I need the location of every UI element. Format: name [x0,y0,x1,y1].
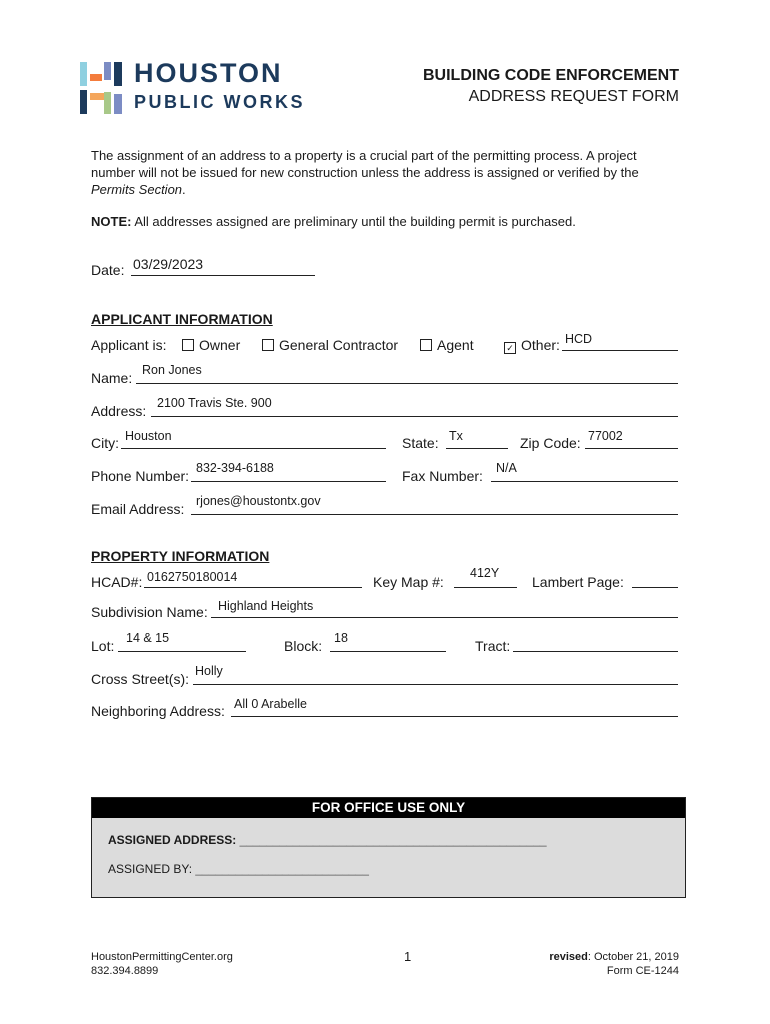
property-heading: PROPERTY INFORMATION [91,548,270,564]
lot-field[interactable]: 14 & 15 [126,631,170,645]
other-checkbox[interactable]: ✓ [504,342,516,354]
brand-line-2: PUBLIC WORKS [134,92,305,112]
intro-end: . [182,182,186,197]
intro-text: The assignment of an address to a property is a crucial part of the permitting process. A project number will not be issued for new construction unless the address is assigned or verified by the [91,148,639,180]
neighbor-line [231,716,678,717]
address-label: Address: [91,403,147,419]
form-subtitle: ADDRESS REQUEST FORM [468,88,679,105]
lot-line [118,651,246,652]
logo-bar-6 [90,93,104,100]
assigned-address-field[interactable]: ______________________________________________ [239,833,547,847]
owner-checkbox[interactable] [182,339,194,351]
assigned-address-row [108,833,547,847]
revised-line [549,950,679,964]
name-line [136,383,678,384]
option-contractor[interactable] [262,337,398,353]
note-paragraph [91,213,681,230]
logo-bar-7 [104,92,111,114]
office-use-box [91,797,686,898]
other-label: Other: [521,337,560,353]
form-number: Form CE-1244 [606,965,679,977]
keymap-label: Key Map #: [373,574,444,590]
subdivision-field[interactable]: Highland Heights [218,599,314,613]
footer-site: HoustonPermittingCenter.org [91,951,233,963]
phone-line [191,481,386,482]
phone-field[interactable]: 832-394-6188 [196,461,274,475]
agent-label: Agent [437,337,474,353]
option-agent[interactable] [420,337,474,353]
date-field[interactable]: 03/29/2023 [133,256,204,272]
other-line [562,350,678,351]
address-line [151,416,678,417]
logo-bar-2 [90,74,102,81]
logo-bar-5 [80,90,87,114]
city-field[interactable]: Houston [125,429,172,443]
logo-bar-3 [104,62,111,80]
city-label: City: [91,435,119,451]
footer-phone: 832.394.8899 [91,965,159,977]
applicant-heading: APPLICANT INFORMATION [91,311,273,327]
phone-label: Phone Number: [91,468,190,484]
hcad-field[interactable]: 0162750180014 [147,570,238,584]
neighbor-label: Neighboring Address: [91,703,225,719]
brand-line-1: HOUSTON [134,58,283,88]
other-field[interactable]: HCD [565,332,593,346]
assigned-by-field[interactable]: __________________________ [195,862,369,876]
cross-label: Cross Street(s): [91,671,190,687]
keymap-line [454,587,517,588]
email-field[interactable]: rjones@houstontx.gov [196,494,321,508]
houston-logo-icon [80,62,124,114]
office-heading: FOR OFFICE USE ONLY [92,798,685,818]
date-line [131,275,315,276]
assigned-address-label: ASSIGNED ADDRESS: [108,833,237,847]
revised-label: revised [549,951,588,963]
intro-italic: Permits Section [91,182,183,197]
subdivision-label: Subdivision Name: [91,604,208,620]
owner-label: Owner [199,337,241,353]
zip-line [585,448,678,449]
fax-label: Fax Number: [402,468,483,484]
name-field[interactable]: Ron Jones [142,363,202,377]
hcad-label: HCAD#: [91,574,143,590]
lot-label: Lot: [91,638,115,654]
agent-checkbox[interactable] [420,339,432,351]
fax-field[interactable]: N/A [496,461,517,475]
note-label: NOTE: [91,214,132,229]
state-label: State: [402,435,439,451]
option-owner[interactable] [182,337,240,353]
block-field[interactable]: 18 [334,631,348,645]
email-line [191,514,678,515]
footer-left [91,950,233,978]
date-label: Date: [91,262,125,278]
name-label: Name: [91,370,133,386]
lambert-label: Lambert Page: [532,574,624,590]
zip-field[interactable]: 77002 [588,429,623,443]
logo-bar-4 [114,62,122,86]
state-line [446,448,508,449]
option-other[interactable] [504,337,560,354]
logo [80,60,320,116]
assigned-by-row [108,862,369,876]
block-label: Block: [284,638,323,654]
neighbor-field[interactable]: All 0 Arabelle [234,697,307,711]
tract-line [513,651,678,652]
fax-line [491,481,678,482]
footer-right [549,950,679,978]
keymap-field[interactable]: 412Y [470,566,500,580]
tract-label: Tract: [475,638,511,654]
form-title: BUILDING CODE ENFORCEMENT [423,67,679,84]
zip-label: Zip Code: [520,435,581,451]
state-field[interactable]: Tx [449,429,463,443]
logo-bar-1 [80,62,87,86]
note-text: All addresses assigned are preliminary until the building permit is purchased. [131,214,576,229]
lambert-line [632,587,678,588]
subdivision-line [211,617,678,618]
cross-line [193,684,678,685]
assigned-by-label: ASSIGNED BY: [108,862,193,876]
city-line [121,448,386,449]
hcad-line [144,587,362,588]
cross-field[interactable]: Holly [195,664,223,678]
contractor-label: General Contractor [279,337,399,353]
logo-bar-8 [114,94,122,114]
revised-date: : October 21, 2019 [587,951,679,963]
intro-paragraph [91,147,681,198]
email-label: Email Address: [91,501,185,517]
contractor-checkbox[interactable] [262,339,274,351]
address-field[interactable]: 2100 Travis Ste. 900 [157,396,272,410]
page-number: 1 [404,949,412,964]
applicant-is-label: Applicant is: [91,337,167,353]
block-line [330,651,446,652]
